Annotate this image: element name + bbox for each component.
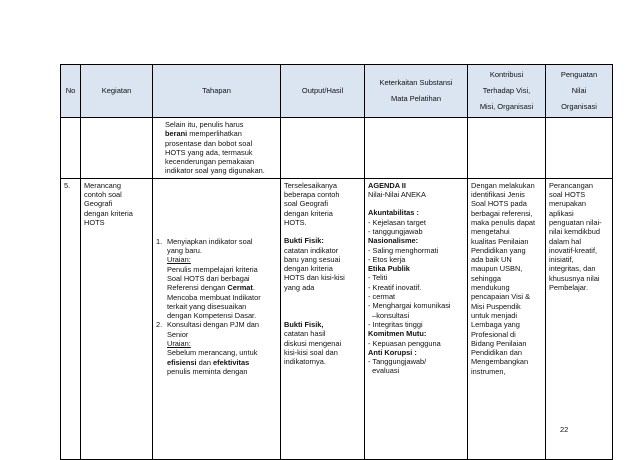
text-run: Soal HOTS dari berbagai	[167, 273, 250, 283]
text-line	[167, 330, 277, 339]
section-komitmen: Komitmen Mutu:	[368, 329, 427, 339]
text-line: - cermat	[368, 292, 396, 302]
list-nasionalisme	[368, 246, 464, 265]
cell-kontribusi	[468, 118, 546, 179]
step-body	[167, 237, 277, 321]
header-keterkaitan-line: Keterkaitan Substansi	[379, 78, 453, 87]
text-line: - Teliti	[368, 273, 388, 283]
text-run: Sebelum merancang, untuk	[167, 348, 258, 358]
text-line: indikator soal yang digunakan.	[165, 166, 265, 176]
bukti-text	[284, 329, 361, 366]
text-run: efisiensi	[167, 357, 197, 367]
text-line	[167, 339, 277, 348]
cell-keterkaitan	[365, 118, 468, 179]
text-run: Menyiapkan indikator soal	[167, 236, 253, 246]
section-akuntabilitas: Akuntabilitas :	[368, 208, 419, 218]
text-line: catatan indikator	[284, 245, 339, 255]
text-line: prosentase dan bobot soal	[165, 138, 253, 148]
header-penguatan	[546, 65, 613, 118]
text-line: aplikasi	[549, 208, 574, 218]
bukti-label: Bukti Fisik,	[284, 320, 324, 330]
text-line: integritas, dan	[549, 264, 596, 274]
text-line	[167, 246, 277, 255]
header-penguatan-line: Nilai	[571, 86, 587, 95]
text-line: instrumen,	[471, 366, 506, 376]
activity-table	[60, 64, 613, 460]
table-header-row	[61, 65, 613, 118]
text-line: identifikasi Jenis	[471, 190, 525, 200]
text-line: kualitas Penilaian	[471, 236, 529, 246]
header-kontribusi-line: Kontribusi	[489, 70, 524, 79]
text-line: Profesional di	[471, 329, 516, 339]
text-line: yang ada	[284, 282, 315, 292]
cell-kegiatan	[81, 118, 153, 179]
list-antikorupsi	[368, 357, 464, 376]
text-line: kisi-kisi soal dan	[284, 347, 338, 357]
text-line	[167, 358, 277, 367]
text-line: kecenderungan pemakaian	[165, 157, 255, 167]
text-line: pencapaian Visi &	[471, 292, 531, 302]
header-keterkaitan-line: Mata Pelatihan	[390, 94, 442, 103]
text-line: soal Geografi	[284, 199, 328, 209]
text-line: mengetahui	[471, 227, 510, 237]
text-line: sehingga	[471, 273, 501, 283]
text-line: - Saling menghormati	[368, 245, 439, 255]
bukti-text	[284, 246, 361, 292]
text-line: Merancang	[84, 180, 121, 190]
cell-tahapan	[153, 178, 281, 459]
text-line: Misi Puspendik	[471, 301, 521, 311]
text-line: - Etos kerja	[368, 254, 406, 264]
text-line: maka penulis dapat	[471, 217, 536, 227]
cell-kegiatan	[81, 178, 153, 459]
cell-keterkaitan	[365, 178, 468, 459]
text-line	[167, 237, 277, 246]
text-line: - Kepuasan pengguna	[368, 338, 441, 348]
text-line: catatan hasil	[284, 329, 326, 339]
text-line: - Menghargai komunikasi	[368, 301, 451, 311]
text-line: - Kejelasan target	[368, 217, 426, 227]
step-body	[167, 320, 277, 376]
text-line	[167, 302, 277, 311]
text-line	[167, 348, 277, 357]
cell-no	[61, 118, 81, 179]
text-line: diskusi mengenai	[284, 338, 342, 348]
text-line: Pendidikan yang	[471, 245, 526, 255]
step-2	[156, 320, 277, 376]
text-line	[167, 283, 277, 292]
text-run: Cermat	[227, 283, 253, 293]
text-line: Pendidikan dan	[471, 348, 522, 358]
text-line: Geografi	[84, 199, 113, 209]
text-line: indikatornya.	[284, 357, 326, 367]
text-line: dengan kriteria	[284, 264, 333, 274]
text-line: ada baik UN	[471, 255, 512, 265]
text-line	[167, 265, 277, 274]
text-line: contoh soal	[84, 190, 122, 200]
text-run: dengan Kompetensi Dasar.	[167, 311, 257, 321]
text-line: - tanggungjawab	[368, 226, 423, 236]
text-line: HOTS dan kisi-kisi	[284, 273, 345, 283]
text-run: penulis meminta dengan	[167, 366, 248, 376]
text-line: merupakan	[549, 199, 586, 209]
text-line: berbagai referensi,	[471, 208, 533, 218]
text-run: Senior	[167, 329, 189, 339]
text-line: Dengan melakukan	[471, 180, 535, 190]
text-line	[167, 311, 277, 320]
text-line	[167, 274, 277, 283]
text-line: HOTS.	[284, 217, 307, 227]
text-line: HOTS yang ada, termasuk	[165, 147, 253, 157]
text-line: evaluasi	[368, 366, 400, 376]
step-number: 1.	[156, 236, 163, 246]
text-line: Lembaga yang	[471, 320, 520, 330]
text-line: penguatan nilai-	[549, 217, 602, 227]
text-line: inovatif-kreatif,	[549, 245, 598, 255]
text-line	[167, 293, 277, 302]
section-antikorupsi: Anti Korupsi :	[368, 347, 417, 357]
step-1	[156, 237, 277, 321]
text-line: khususnya nilai	[549, 273, 600, 283]
section-nasionalisme: Nasionalisme:	[368, 236, 419, 246]
bukti-label: Bukti Fisik:	[284, 236, 324, 246]
bukti-fisik-1	[284, 236, 361, 292]
text-line: maupun USBN,	[471, 264, 523, 274]
text-run: Uraian:	[167, 255, 191, 265]
cell-penguatan	[546, 178, 613, 459]
text-line: Pembelajar.	[549, 283, 589, 293]
output-summary	[284, 181, 361, 227]
text-line: baru yang sesuai	[284, 254, 341, 264]
text-line: inisiatif,	[549, 255, 574, 265]
text-line: –konsultasi	[368, 310, 410, 320]
section-etika: Etika Publik	[368, 264, 410, 274]
bukti-fisik-2	[284, 320, 361, 366]
text-run: yang baru.	[167, 246, 202, 256]
text-line: soal HOTS	[549, 190, 586, 200]
text-run: Referensi dengan	[167, 283, 228, 293]
step-number: 2.	[156, 320, 163, 330]
cell-kontribusi	[468, 178, 546, 459]
text-line: Terselesaikanya	[284, 180, 337, 190]
cell-output	[281, 118, 365, 179]
list-komitmen	[368, 339, 464, 348]
text-line: Perancangan	[549, 180, 593, 190]
header-no: No	[61, 65, 81, 118]
table-row-5	[61, 178, 613, 459]
text-run: terkait yang disesuaikan	[167, 301, 247, 311]
text-run: Konsultasi dengan PJM dan	[167, 320, 260, 330]
page-number: 22	[560, 425, 569, 434]
agenda-subtitle: Nilai-Nilai ANEKA	[368, 190, 426, 200]
text-run: memperlihatkan	[187, 129, 242, 139]
text-line: dengan kriteria	[84, 208, 133, 218]
header-kontribusi-line: Misi, Organisasi	[479, 102, 534, 111]
header-kegiatan: Kegiatan	[81, 65, 153, 118]
list-etika	[368, 273, 464, 329]
text-line: dengan kriteria	[284, 208, 333, 218]
text-line: - Integritas tinggi	[368, 319, 423, 329]
text-line: Soal HOTS pada	[471, 199, 527, 209]
text-line: Mengembangkan	[471, 357, 529, 367]
header-penguatan-line: Penguatan	[560, 70, 598, 79]
text-line: HOTS	[84, 217, 105, 227]
cell-tahapan-continuation	[153, 118, 281, 179]
header-output: Output/Hasil	[281, 65, 365, 118]
text-line: mendukung	[471, 283, 510, 293]
text-line	[167, 320, 277, 329]
list-akuntabilitas	[368, 218, 464, 237]
text-line: dalam hal	[549, 236, 582, 246]
text-line: Bidang Penilaian	[471, 338, 527, 348]
text-run: Mencoba membuat Indikator	[167, 292, 261, 302]
text-line: Selain itu, penulis harus	[165, 120, 244, 129]
text-run: Uraian:	[167, 339, 191, 349]
text-line: - Kreatif inovatif.	[368, 282, 422, 292]
agenda-title: AGENDA II	[368, 180, 406, 190]
header-tahapan: Tahapan	[153, 65, 281, 118]
header-kontribusi	[468, 65, 546, 118]
text-line	[165, 129, 277, 138]
header-penguatan-line: Organisasi	[561, 102, 597, 111]
cell-output	[281, 178, 365, 459]
text-run: efektivitas	[213, 357, 250, 367]
cell-no: 5.	[61, 178, 81, 459]
text-line: - Tanggungjawab/	[368, 357, 427, 367]
text-line: beberapa contoh	[284, 190, 340, 200]
text-line: nilai kemdikbud	[549, 227, 600, 237]
table-row-continuation	[61, 118, 613, 179]
cell-penguatan	[546, 118, 613, 179]
text-run: .	[252, 283, 255, 293]
text-line	[167, 255, 277, 264]
bold-text: berani	[165, 129, 188, 139]
text-run: Penulis mempelajari kriteria	[167, 264, 258, 274]
header-keterkaitan	[365, 65, 468, 118]
header-kontribusi-line: Terhadap Visi,	[482, 86, 531, 95]
text-run: dan	[196, 357, 214, 367]
text-line	[167, 367, 277, 376]
text-line: untuk menjadi	[471, 310, 518, 320]
